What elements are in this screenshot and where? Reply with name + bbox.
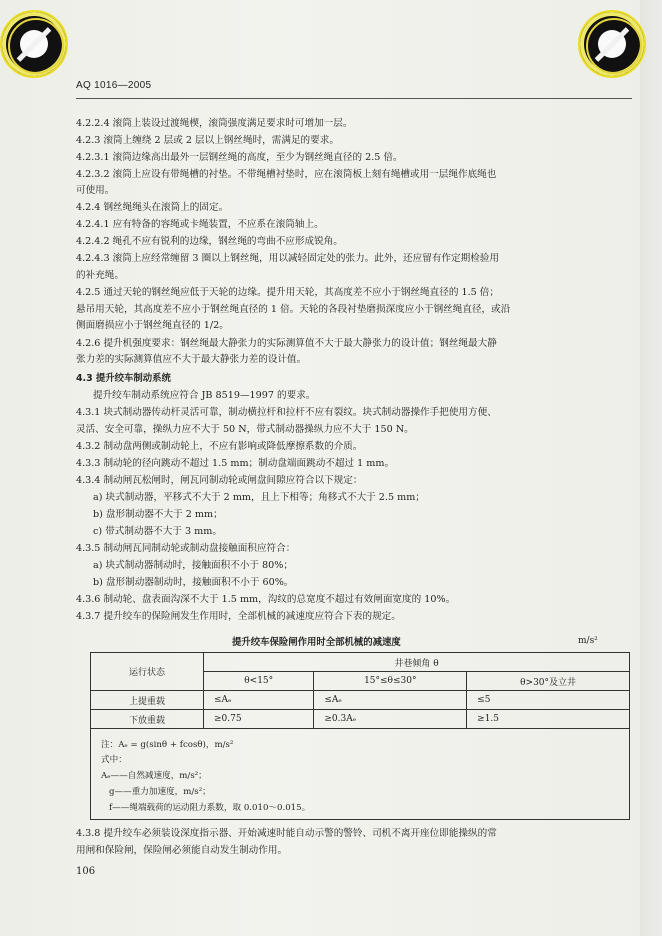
- table-notes: [90, 728, 630, 820]
- clause-4-2-3: 4.2.3 滚筒上缠绕 2 层或 2 层以上钢丝绳时，需满足的要求。: [76, 135, 339, 146]
- cell-value: ≥1.5: [467, 710, 630, 729]
- table-title: 提升绞车保险闸作用时全部机械的减速度: [232, 637, 401, 648]
- subheader-15-30: 15°≤θ≤30°: [314, 672, 467, 691]
- clause-4-2-4-2: 4.2.4.2 绳孔不应有锐利的边缘，钢丝绳的弯曲不应形成锐角。: [76, 236, 343, 247]
- clause-4-3-5-b: b) 盘形制动器制动时，接触面积不小于 60%。: [93, 577, 294, 588]
- clause-4-2-2-4: 4.2.2.4 滚筒上装设过渡绳楔，滚筒强度满足要求时可增加一层。: [76, 118, 353, 129]
- clause-4-2-5-cont1: 悬吊用天轮，其高度差不应小于钢丝绳直径的 1 倍。天轮的各段衬垫磨损深度应小于钢丝绳直径，或沿: [76, 304, 511, 315]
- pdf-xchange-watermark-icon[interactable]: [0, 10, 68, 78]
- clause-4-2-4-1: 4.2.4.1 应有特备的容绳或卡绳装置，不应系在滚筒轴上。: [76, 219, 324, 230]
- table-row: [91, 710, 630, 729]
- clause-4-2-4-3: 4.2.4.3 滚筒上应经常缠留 3 圈以上钢丝绳，用以减轻固定处的张力。此外，还应留有作定期检验用: [76, 253, 499, 264]
- cell-value: ≤Aₑ: [314, 691, 467, 710]
- clause-4-2-3-2: 4.2.3.2 滚筒上应设有带绳槽的衬垫。不带绳槽衬垫时，应在滚筒板上刻有绳槽或用一层绳作底绳也: [76, 169, 497, 180]
- clause-4-2-5-cont2: 侧面磨损应小于钢丝绳直径的 1/2。: [76, 320, 229, 331]
- note-ae: Aₑ——自然减速度，m/s²；: [101, 771, 207, 781]
- section-4-3-heading: 4.3 提升绞车制动系统: [76, 373, 171, 384]
- cell-value: ≤5: [467, 691, 630, 710]
- cell-value: ≤Aₑ: [204, 691, 314, 710]
- clause-4-2-5: 4.2.5 通过天轮的钢丝绳应低于天轮的边缘。提升用天轮，其高度差不应小于钢丝绳直径的 1.5 倍；: [76, 287, 499, 298]
- note-f: f——绳端载荷的运动阻力系数，取 0.010～0.015。: [109, 803, 311, 813]
- clause-4-2-3-2-cont: 可使用。: [76, 185, 115, 196]
- clause-4-3-1: 4.3.1 块式制动器传动杆灵活可靠，制动横拉杆和拉杆不应有裂纹。块式制动器操作手把使用方便、: [76, 407, 497, 418]
- clause-4-3-2: 4.3.2 制动盘两侧或制动轮上，不应有影响或降低摩擦系数的介质。: [76, 441, 363, 452]
- clause-4-3-4-a: a) 块式制动器，平移式不大于 2 mm，且上下相等；角移式不大于 2.5 mm；: [93, 492, 425, 503]
- page-number: 106: [76, 866, 96, 877]
- clause-4-2-6: 4.2.6 提升机强度要求：钢丝绳最大静张力的实际测算值不大于最大静张力的设计值；钢丝绳最大静: [76, 338, 497, 349]
- header-running-state: 运行状态: [91, 653, 204, 691]
- clause-4-2-4-3-cont: 的补充绳。: [76, 270, 124, 281]
- clause-4-3-7: 4.3.7 提升绞车的保险闸发生作用时，全部机械的减速度应符合下表的规定。: [76, 611, 401, 622]
- table-row: [91, 691, 630, 710]
- note-formula: 注：Aₑ = g(sinθ + fcosθ)，m/s²: [101, 740, 234, 750]
- cell-value: ≥0.3Aₑ: [314, 710, 467, 729]
- subheader-gt30: θ>30°及立井: [467, 672, 630, 691]
- standard-code-header: AQ 1016—2005: [76, 80, 152, 91]
- clause-4-3-3: 4.3.3 制动轮的径向跳动不超过 1.5 mm；制动盘端面跳动不超过 1 mm。: [76, 458, 395, 469]
- note-g: g——重力加速度，m/s²；: [109, 787, 211, 797]
- clause-4-3-1-cont: 灵活、安全可靠，操纵力应不大于 50 N，带式制动器操纵力应不大于 150 N。: [76, 424, 414, 435]
- cell-value: ≥0.75: [204, 710, 314, 729]
- section-4-3-intro: 提升绞车制动系统应符合 JB 8519—1997 的要求。: [93, 390, 316, 401]
- clause-4-3-6: 4.3.6 制动轮、盘表面沟深不大于 1.5 mm，沟纹的总宽度不超过有效闸面宽度的 10%。: [76, 594, 456, 605]
- clause-4-2-6-cont: 张力差的实际测算值应不大于最大静张力差的设计值。: [76, 354, 307, 365]
- deceleration-table: [90, 652, 630, 729]
- clause-4-3-5: 4.3.5 制动闸瓦同制动轮或制动盘接触面积应符合：: [76, 543, 296, 554]
- row-label: 上提重载: [91, 691, 204, 710]
- row-label: 下放重载: [91, 710, 204, 729]
- page-spine-shadow: [640, 0, 662, 936]
- pdf-xchange-watermark-icon[interactable]: [578, 10, 646, 78]
- clause-4-3-4: 4.3.4 制动闸瓦松闸时，闸瓦同制动轮或闸盘间隙应符合以下规定：: [76, 475, 363, 486]
- clause-4-3-8: 4.3.8 提升绞车必须装设深度指示器、开始减速时能自动示警的警铃、司机不离开座位即能操纵的常: [76, 828, 497, 839]
- clause-4-2-4: 4.2.4 钢丝绳绳头在滚筒上的固定。: [76, 202, 229, 213]
- subheader-lt15: θ<15°: [204, 672, 314, 691]
- clause-4-3-8-cont: 用闸和保险闸，保险闸必须能自动发生制动作用。: [76, 845, 288, 856]
- clause-4-3-4-c: c) 带式制动器不大于 3 mm。: [93, 526, 222, 537]
- clause-4-3-5-a: a) 块式制动器制动时，接触面积不小于 80%；: [93, 560, 293, 571]
- header-incline-angle: 井巷倾角 θ: [204, 653, 630, 672]
- header-rule: [76, 98, 632, 99]
- table-unit: m/s²: [578, 636, 598, 646]
- clause-4-2-3-1: 4.2.3.1 滚筒边缘高出最外一层钢丝绳的高度，至少为钢丝绳直径的 2.5 倍。: [76, 152, 403, 163]
- clause-4-3-4-b: b) 盘形制动器不大于 2 mm；: [93, 509, 223, 520]
- note-where: 式中：: [101, 755, 127, 765]
